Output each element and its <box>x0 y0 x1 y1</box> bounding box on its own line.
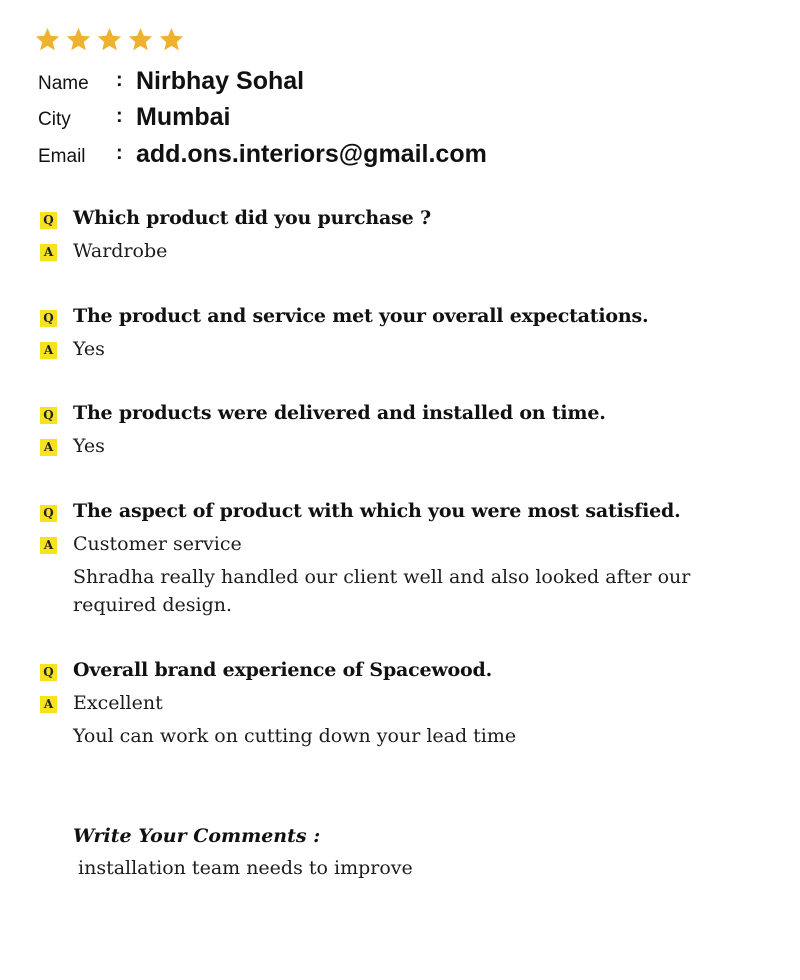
star-icon <box>65 26 92 53</box>
city-value: Mumbai <box>136 103 231 131</box>
email-label: Email <box>38 146 86 167</box>
question-text: Which product did you purchase ? <box>73 207 431 229</box>
name-separator: : <box>116 69 123 91</box>
question-text: Overall brand experience of Spacewood. <box>73 659 493 681</box>
comments-title: Write Your Comments : <box>73 825 321 847</box>
email-row <box>38 140 758 170</box>
qa-item <box>38 402 758 466</box>
email-separator: : <box>116 142 123 164</box>
comments-text: installation team needs to improve <box>78 857 413 879</box>
name-value: Nirbhay Sohal <box>136 67 305 95</box>
question-badge: Q <box>40 407 57 424</box>
answer-badge: A <box>40 342 57 359</box>
question-line <box>38 500 758 532</box>
question-badge: Q <box>40 310 57 327</box>
answer-badge: A <box>40 537 57 554</box>
city-separator: : <box>116 105 123 127</box>
star-icon <box>34 26 61 53</box>
answer-comment: Youl can work on cutting down your lead time <box>73 725 517 747</box>
answer-badge: A <box>40 696 57 713</box>
star-icon <box>96 26 123 53</box>
question-line <box>38 659 758 691</box>
question-text: The product and service met your overall expectations. <box>73 305 649 327</box>
answer-text: Wardrobe <box>73 240 168 262</box>
answer-text: Excellent <box>73 692 163 714</box>
answer-text: Yes <box>73 435 105 457</box>
question-text: The products were delivered and installed on time. <box>73 402 606 424</box>
qa-item <box>38 207 758 271</box>
question-text: The aspect of product with which you were most satisfied. <box>73 500 681 522</box>
question-line <box>38 305 758 337</box>
star-rating <box>34 26 185 53</box>
answer-badge: A <box>40 439 57 456</box>
city-row <box>38 103 758 133</box>
star-icon <box>127 26 154 53</box>
answer-text: Customer service <box>73 533 242 555</box>
qa-item <box>38 305 758 369</box>
answer-line <box>38 532 758 564</box>
answer-text: Yes <box>73 338 105 360</box>
question-badge: Q <box>40 505 57 522</box>
answer-line <box>38 434 758 466</box>
answer-badge: A <box>40 244 57 261</box>
question-badge: Q <box>40 212 57 229</box>
answer-line <box>38 691 758 723</box>
answer-line <box>38 239 758 271</box>
question-line <box>38 207 758 239</box>
star-icon <box>158 26 185 53</box>
qa-item <box>38 500 758 619</box>
email-value: add.ons.interiors@gmail.com <box>136 140 487 168</box>
answer-comment: Shradha really handled our client well and also looked after our required design. <box>73 566 691 616</box>
name-row <box>38 67 758 97</box>
answer-line <box>38 337 758 369</box>
name-label: Name <box>38 73 89 94</box>
city-label: City <box>38 109 71 130</box>
question-line <box>38 402 758 434</box>
question-badge: Q <box>40 664 57 681</box>
comments-section <box>73 825 753 879</box>
qa-item <box>38 659 758 750</box>
